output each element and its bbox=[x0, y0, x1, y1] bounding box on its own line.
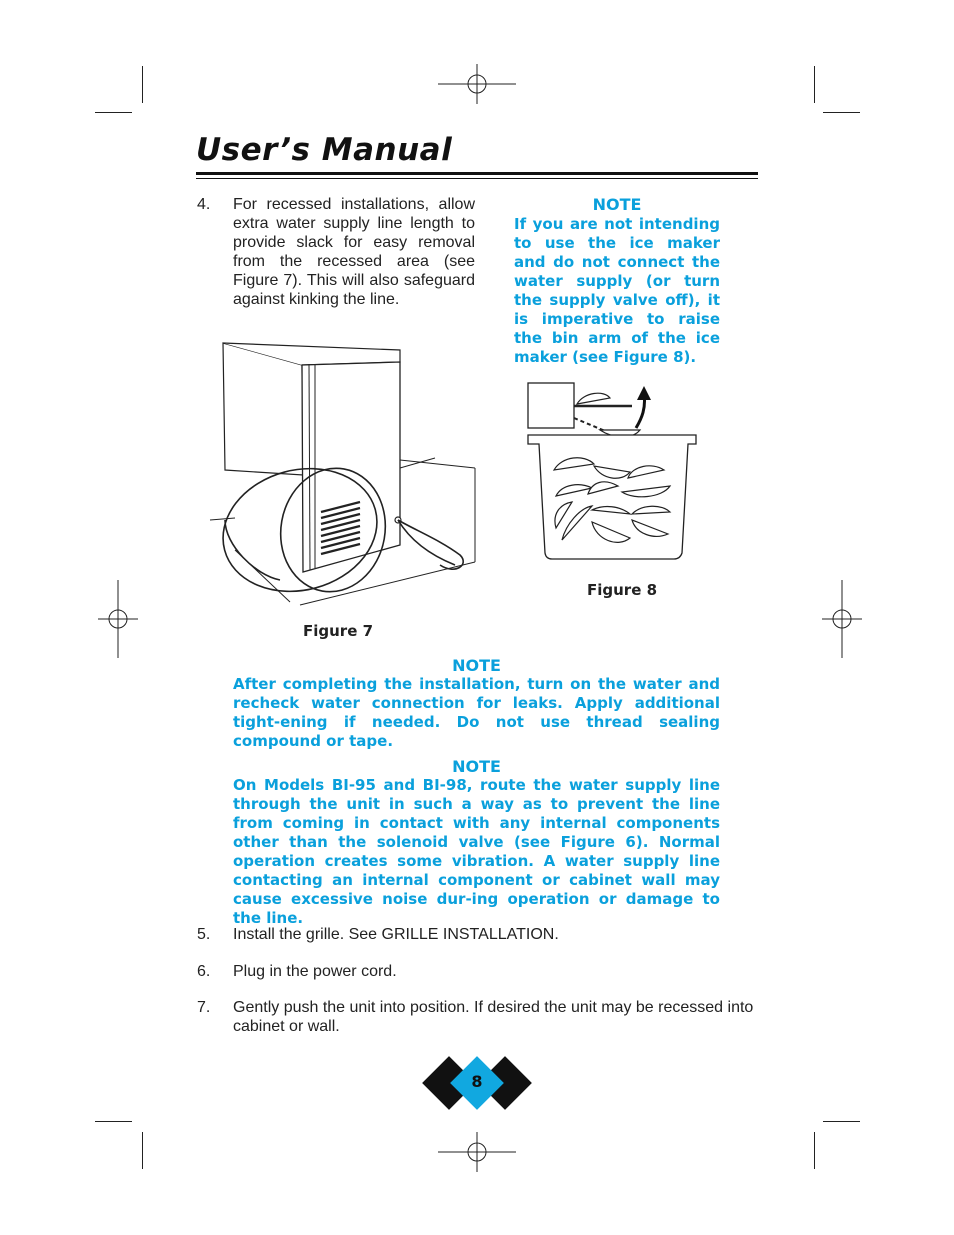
page-title: User’s Manual bbox=[196, 132, 453, 168]
note-top-body: If you are not intending to use the ice maker and do not connect the water supply (or turn the supply valve off), it is imperative to raise the bin arm of the ice maker (see Figure 8). bbox=[514, 215, 720, 366]
note-top-heading: NOTE bbox=[592, 195, 642, 214]
note-middle-body: After completing the installation, turn on the water and recheck water connection for leaks. Apply additional tight-ening if needed. Do not use thread sealing compound or tape. bbox=[233, 675, 720, 750]
step-5-text: Install the grille. See GRILLE INSTALLATION. bbox=[233, 926, 559, 943]
figure-7-caption: Figure 7 bbox=[303, 622, 374, 640]
step-7-number: 7. bbox=[197, 999, 211, 1016]
step-6-text: Plug in the power cord. bbox=[233, 963, 397, 980]
step-5-number: 5. bbox=[197, 926, 211, 943]
header-rule-thick bbox=[196, 172, 758, 175]
step-4-text: For recessed installations, allow extra water supply line length to provide slack for easy removal from the recessed area (see Figure 7). This will also safeguard against kinking the line. bbox=[233, 196, 475, 308]
figure-8-caption: Figure 8 bbox=[587, 581, 658, 599]
note-middle-heading: NOTE bbox=[452, 656, 501, 675]
registration-mark-top bbox=[438, 64, 516, 104]
step-7-text: Gently push the unit into position. If desired the unit may be recessed into cabinet or wall. bbox=[233, 999, 754, 1035]
figure-8-illustration bbox=[522, 378, 702, 563]
note-bottom-body: On Models BI-95 and BI-98, route the water supply line through the unit in such a way as to prevent the line from coming in contact with any internal components other than the solenoid valve (see Figure 6). Normal operation creates some vibration. A water supply line contacting an internal component or cabinet wall may cause excessive noise dur-ing operation or damage to the line. bbox=[233, 776, 720, 927]
page-number: 8 bbox=[471, 1072, 483, 1091]
registration-mark-left bbox=[98, 580, 138, 658]
registration-mark-bottom bbox=[438, 1132, 516, 1172]
registration-mark-right bbox=[822, 580, 862, 658]
step-4-number: 4. bbox=[197, 196, 211, 213]
note-bottom-heading: NOTE bbox=[452, 757, 501, 776]
step-6-number: 6. bbox=[197, 963, 211, 980]
header-rule-thin bbox=[196, 178, 758, 179]
figure-7-illustration bbox=[205, 340, 480, 610]
